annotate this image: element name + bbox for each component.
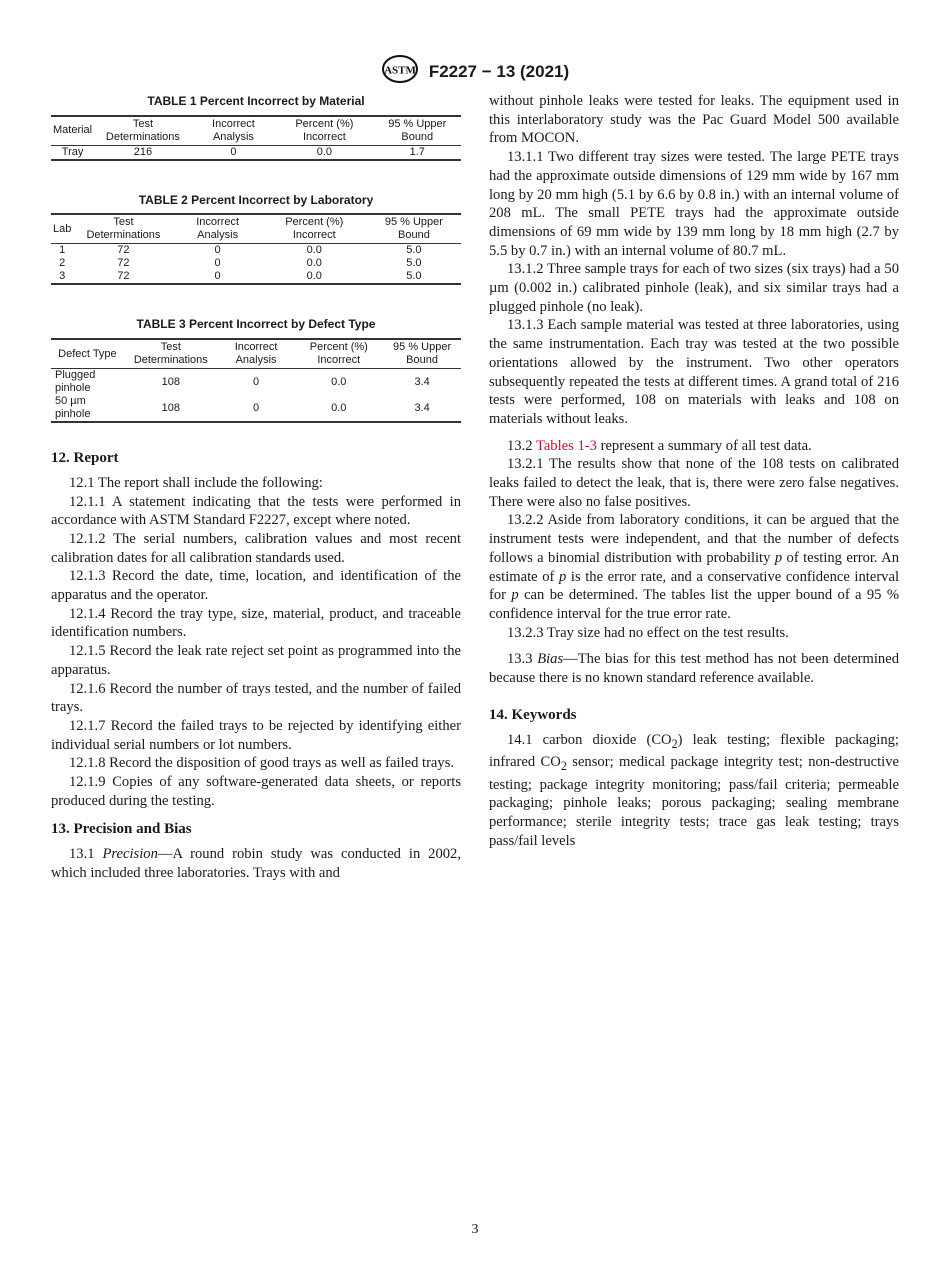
cell: 72 [117, 257, 130, 270]
cell: 1 [59, 244, 66, 257]
table-row [51, 244, 461, 258]
cell: 0.0 [316, 145, 332, 158]
subscript: 2 [560, 759, 567, 774]
cell: 0 [230, 145, 237, 158]
table-row [51, 270, 461, 284]
table3-header: Percent (%) Incorrect [309, 341, 368, 367]
cell: 5.0 [406, 257, 422, 270]
para-text: can be determined. The tables list the upper bound of a 95 % confidence interval for the true error rate. [489, 587, 899, 622]
cell: 0.0 [306, 270, 322, 283]
cell: 0 [214, 244, 221, 257]
cell: 0.0 [331, 375, 347, 388]
page-header [0, 54, 950, 89]
para-text: 13.2.2 Aside from laboratory conditions, it can be argued that the instrument tests were independent, and that the number of defects follows a binomial distribution with probability [489, 512, 899, 566]
para-text: ) leak testing; flexible packaging; infrared CO [489, 731, 899, 771]
cell: 5.0 [406, 244, 422, 257]
cell: 0 [214, 257, 221, 270]
paragraph: 12.1.4 Record the tray type, size, material, product, and traceable identification numbers. [51, 605, 461, 641]
paragraph: 12.1 The report shall include the following: [69, 474, 323, 491]
variable: p [511, 587, 519, 604]
tables-link[interactable]: Tables 1-3 [535, 437, 597, 454]
paragraph: 12.1.1 A statement indicating that the tests were performed in accordance with ASTM Standard F2227, except where noted. [51, 493, 461, 529]
paragraph: 13.1.1 Two different tray sizes were tested. The large PETE trays had the approximate outside dimensions of 129 mm wide by 167 mm long by 20 mm high (5.1 by 6.6 by 0.8 in.) with an internal volume of 208 mL. The small PETE trays had the approximate outside dimensions of 69 mm wide by 139 mm long by 18 mm high (2.7 by 5.5 by 0.7 in.) with an internal volume of 80.7 mL. [489, 149, 899, 259]
table3-title: TABLE 3 Percent Incorrect by Defect Type [136, 317, 376, 332]
table-row [51, 395, 461, 422]
para-text: is the error rate, and a conservative confidence interval for [489, 568, 900, 604]
table1-header: Percent (%) Incorrect [295, 117, 354, 143]
cell: 0.0 [306, 257, 322, 270]
para-text: —The bias for this test method has not been determined because there is no known standard reference available. [489, 651, 900, 687]
cell: 0.0 [331, 401, 347, 414]
term: Bias [537, 651, 564, 668]
para-text: 14.1 carbon dioxide (CO [507, 731, 672, 748]
table3-header: Test Determinations [133, 341, 208, 367]
paragraph-13-3 [489, 650, 899, 687]
para-number: 13.3 [507, 651, 533, 668]
cell: 216 [133, 145, 153, 158]
cell: Plugged pinhole [55, 369, 96, 395]
table2-title: TABLE 2 Percent Incorrect by Laboratory [138, 192, 374, 207]
para-number: 13.2 [507, 437, 533, 454]
table-row [51, 369, 461, 396]
cell: 0.0 [306, 244, 322, 257]
cell: 72 [117, 244, 130, 257]
paragraph: 12.1.2 The serial numbers, calibration values and most recent calibration dates for all calibration standards used. [51, 530, 461, 566]
left-column [51, 92, 461, 883]
cell: 0 [253, 375, 260, 388]
para-text: represent a summary of all test data. [600, 437, 812, 454]
table1-header: Material [53, 124, 93, 137]
paragraph: 12.1.3 Record the date, time, location, and identification of the apparatus and the operator. [51, 568, 461, 604]
logo-text: ASTM [383, 64, 416, 77]
cell: 0 [253, 401, 260, 414]
cell: 108 [161, 375, 180, 388]
table3-header: 95 % Upper Bound [393, 341, 452, 367]
paragraph: 13.1.2 Three sample trays for each of two sizes (six trays) had a 50 µm (0.002 in.) calibrated pinhole (leak), and six similar trays had a plugged pinhole (no leak). [489, 261, 899, 315]
table2-header: Test Determinations [86, 216, 161, 242]
variable: p [559, 568, 567, 585]
table1-title: TABLE 1 Percent Incorrect by Material [147, 94, 365, 108]
table3 [51, 338, 461, 423]
paragraph: 12.1.9 Copies of any software-generated data sheets, or reports produced during the testing. [51, 774, 461, 809]
table1-header: Incorrect Analysis [212, 117, 255, 143]
table3-header: Incorrect Analysis [234, 341, 278, 367]
para-text: sensor; medical package integrity test; non-destructive testing; package integrity monitoring; pass/fail criteria; permeable packaging; pinhole leaks; porous packaging; sealing membrane performance; sterile integrity tests; trace gas leak testing; trays pass/fail levels [489, 754, 899, 849]
cell: 72 [117, 270, 130, 283]
cell: 3 [59, 270, 66, 283]
section-13-heading: 13. Precision and Bias [51, 821, 192, 838]
table-row [51, 257, 461, 270]
para-text: —A round robin study was conducted in 2002, which included three laboratories. Trays with and [51, 846, 462, 881]
para-text: of testing error. An estimate of [489, 549, 899, 585]
table1 [51, 115, 461, 161]
cell: 1.7 [409, 145, 425, 158]
subscript: 2 [671, 736, 678, 751]
section-14-heading: 14. Keywords [489, 706, 577, 723]
paragraph: 12.1.6 Record the number of trays tested, and the number of failed trays. [51, 680, 461, 716]
table2 [51, 213, 461, 285]
paragraph-13-2-2 [489, 511, 899, 623]
table2-header: 95 % Upper Bound [384, 216, 443, 242]
table2-header: Percent (%) Incorrect [285, 216, 344, 242]
cell: 3.4 [414, 401, 430, 414]
cell: 50 µm pinhole [55, 395, 91, 421]
paragraph: 13.1.3 Each sample material was tested at three laboratories, using the same instrumentation. Each tray was tested at the two possible orientations allowed by the instrument. Two other operators subsequently repeated the tests at different times. A grand total of 216 tests were performed, 108 on materials with leaks and 108 on materials without leaks. [489, 317, 899, 427]
table1-header: Test Determinations [105, 117, 180, 143]
astm-logo-icon [381, 54, 419, 89]
cell: 5.0 [406, 270, 422, 283]
para-number: 13.1 [69, 846, 95, 863]
cell: 108 [161, 401, 180, 414]
paragraph: 12.1.8 Record the disposition of good trays as well as failed trays. [69, 755, 455, 772]
right-column-text [489, 92, 899, 851]
paragraph: 12.1.5 Record the leak rate reject set point as programmed into the apparatus. [51, 643, 461, 678]
variable: p [774, 549, 783, 566]
table1-header: 95 % Upper Bound [388, 117, 447, 143]
paragraph-13-2 [489, 437, 899, 456]
paragraph-14-1 [489, 731, 899, 851]
paragraph: 13.2.3 Tray size had no effect on the test results. [507, 624, 789, 641]
table2-header: Incorrect Analysis [196, 216, 239, 242]
term: Precision [102, 846, 158, 863]
paragraph: 13.2.1 The results show that none of the 108 tests on calibrated leaks failed to detect the leak, that is, there were zero false negatives. There were also no false positives. [489, 456, 899, 510]
table3-header: Defect Type [58, 347, 117, 360]
paragraph-13-1-continued: without pinhole leaks were tested for leaks. The equipment used in this interlaboratory study was the Pac Guard Model 500 available from MOCON. [489, 93, 899, 147]
cell: Tray [61, 145, 84, 158]
cell: 0 [214, 270, 221, 283]
page-number: 3 [471, 1222, 479, 1237]
section-12-heading: 12. Report [51, 450, 119, 467]
table2-header: Lab [53, 222, 72, 235]
cell: 3.4 [414, 375, 430, 388]
paragraph: 12.1.7 Record the failed trays to be rejected by identifying either individual serial numbers or lot numbers. [51, 717, 461, 753]
paragraph-13-1 [51, 845, 461, 882]
standard-designation: F2227 − 13 (2021) [428, 61, 570, 81]
cell: 2 [59, 257, 66, 270]
table-row [51, 145, 461, 160]
